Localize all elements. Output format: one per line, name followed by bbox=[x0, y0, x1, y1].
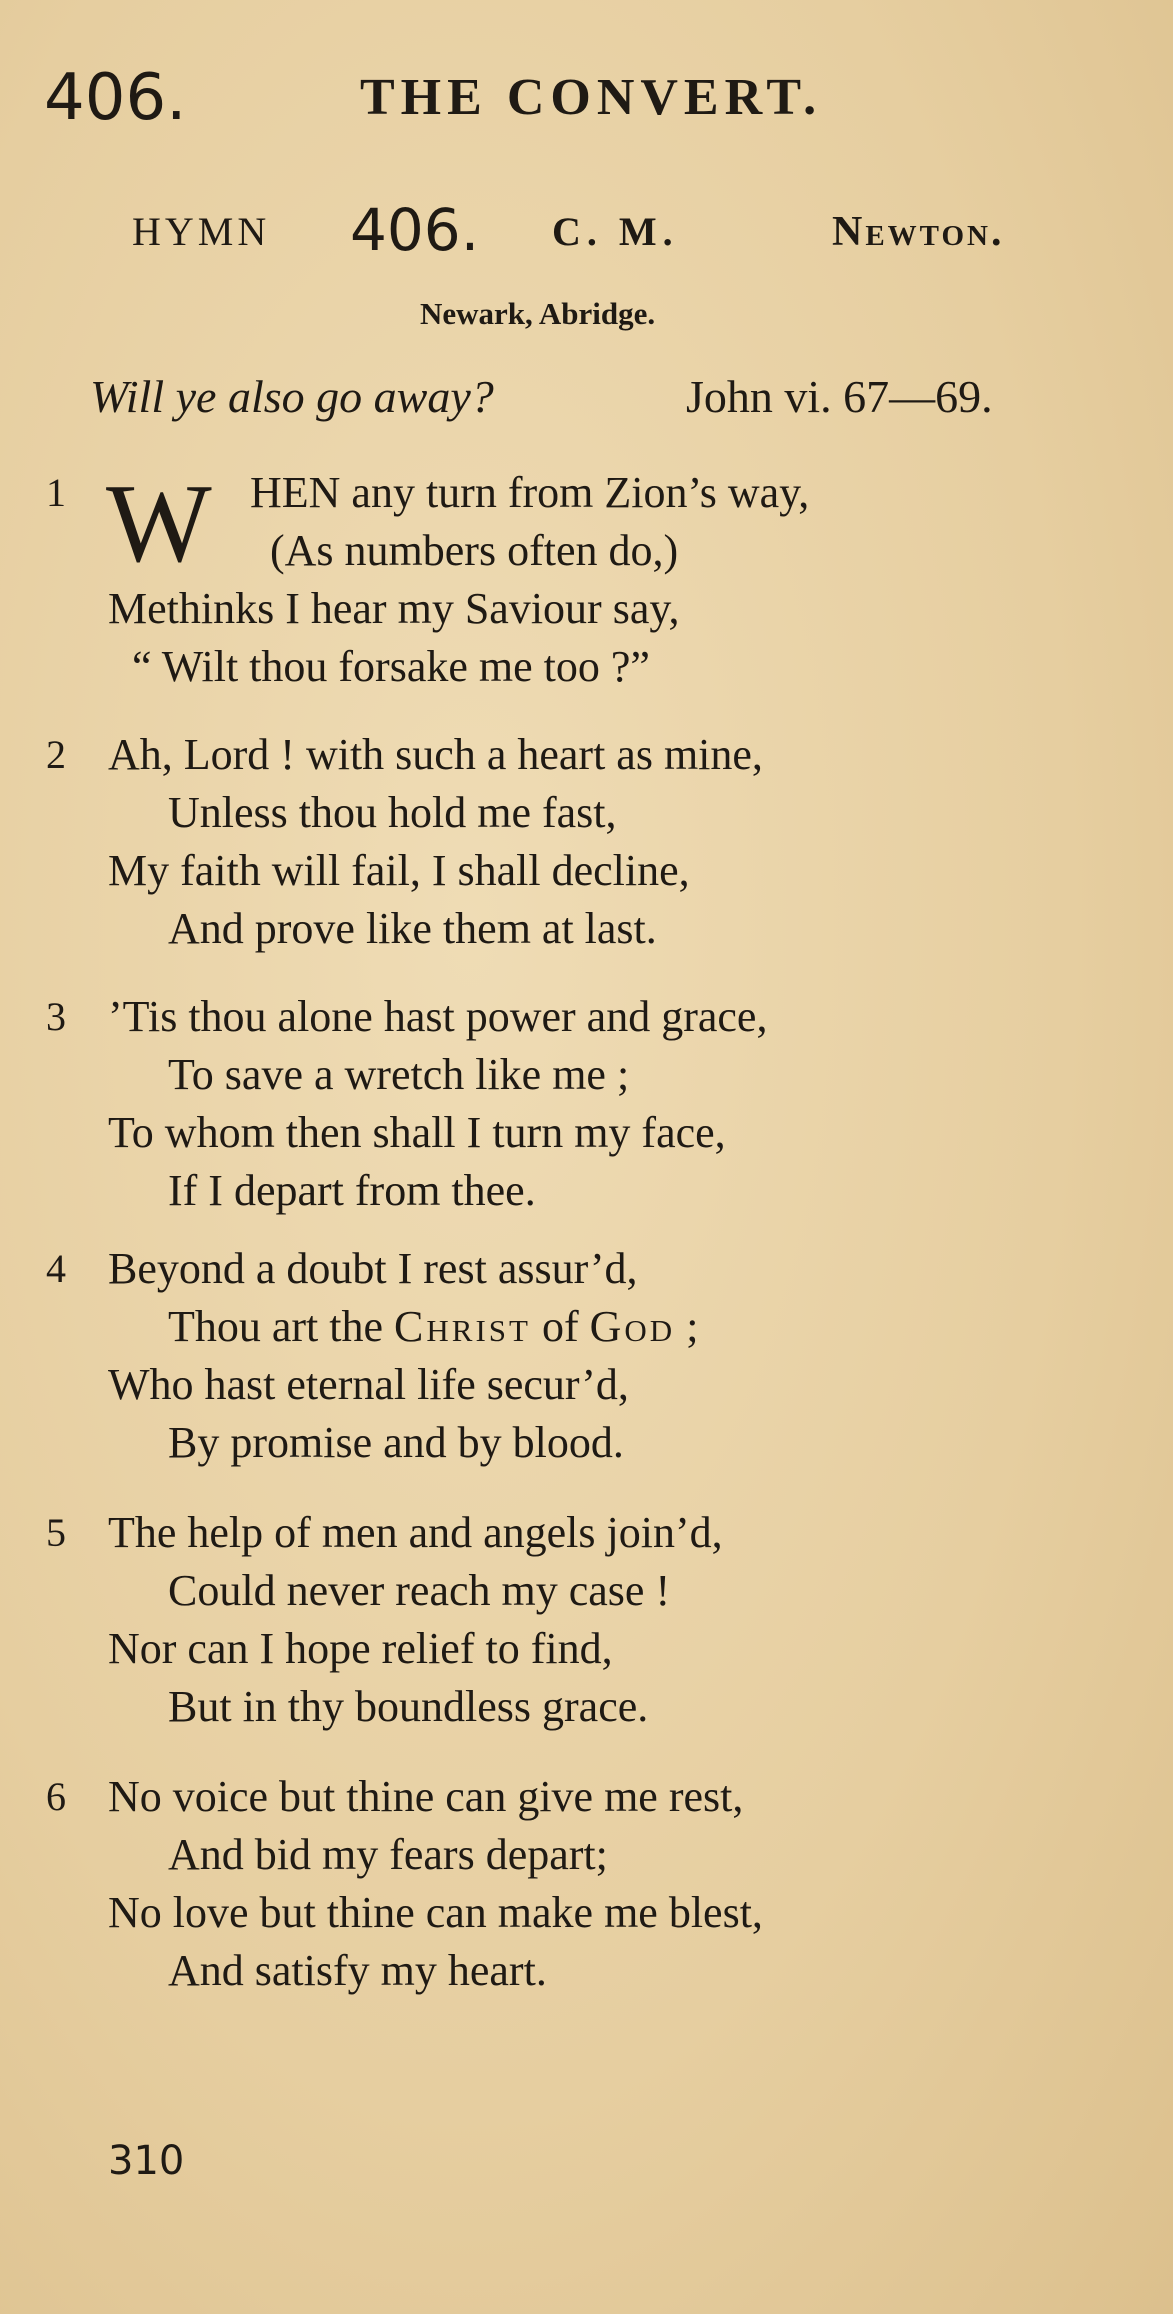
verse-2 bbox=[0, 726, 1173, 966]
verse-line: No love but thine can make me blest, bbox=[108, 1888, 763, 1937]
verse-line: (As numbers often do,) bbox=[270, 526, 679, 575]
divine-name-god: God bbox=[589, 1302, 676, 1351]
hymn-label: HYMN bbox=[132, 209, 271, 254]
verse-line: Who hast eternal life secur’d, bbox=[108, 1360, 629, 1409]
verse-6 bbox=[0, 1768, 1173, 2008]
verse-line: No voice but thine can give me rest, bbox=[108, 1772, 744, 1821]
verse-number: 4 bbox=[46, 1246, 66, 1291]
divine-name-christ: Christ bbox=[394, 1302, 531, 1351]
verse-line: To save a wretch like me ; bbox=[168, 1050, 630, 1099]
verse-line: Methinks I hear my Saviour say, bbox=[108, 584, 680, 633]
verse-line: The help of men and angels join’d, bbox=[108, 1508, 723, 1557]
hymn-author: Newton. bbox=[832, 209, 1005, 255]
verse-1 bbox=[0, 464, 1173, 704]
page-number: 406. bbox=[44, 61, 187, 135]
verse-line: Beyond a doubt I rest assur’d, bbox=[108, 1244, 638, 1293]
verse-line: And bid my fears depart; bbox=[168, 1830, 608, 1879]
verse-line: My faith will fail, I shall decline, bbox=[108, 846, 690, 895]
scripture-quote: Will ye also go away? bbox=[90, 371, 494, 422]
tune-names: Newark, Abridge. bbox=[420, 296, 656, 331]
verse-line: And prove like them at last. bbox=[168, 904, 657, 953]
verse-number: 3 bbox=[46, 994, 66, 1039]
hymn-heading bbox=[132, 196, 1122, 280]
verse-line: HEN any turn from Zion’s way, bbox=[250, 468, 810, 517]
verse-line: Nor can I hope relief to find, bbox=[108, 1624, 613, 1673]
verse-number: 6 bbox=[46, 1774, 66, 1819]
running-title: THE CONVERT. bbox=[360, 69, 823, 126]
drop-cap: W bbox=[106, 462, 212, 586]
verse-line: Ah, Lord ! with such a heart as mine, bbox=[108, 730, 763, 779]
verse-number: 5 bbox=[46, 1510, 66, 1555]
verse-line: To whom then shall I turn my face, bbox=[108, 1108, 726, 1157]
verse-text: ; bbox=[686, 1302, 699, 1351]
verse-5 bbox=[0, 1504, 1173, 1744]
signature-mark: 310 bbox=[108, 2138, 185, 2184]
verse-text: Thou art the bbox=[168, 1302, 384, 1351]
hymn-meter: C. M. bbox=[552, 209, 679, 254]
verse-3 bbox=[0, 988, 1173, 1228]
verse-number: 1 bbox=[46, 470, 66, 515]
scripture-heading bbox=[90, 370, 1150, 434]
verse-4 bbox=[0, 1240, 1173, 1480]
scripture-reference: John vi. 67—69. bbox=[686, 371, 993, 422]
verse-number: 2 bbox=[46, 732, 66, 777]
page-header bbox=[40, 58, 1120, 138]
verse-text: of bbox=[541, 1302, 579, 1351]
verse-line bbox=[168, 1298, 698, 1356]
verse-line: Unless thou hold me fast, bbox=[168, 788, 617, 837]
verse-line: ’Tis thou alone hast power and grace, bbox=[108, 992, 768, 1041]
verse-line: By promise and by blood. bbox=[168, 1418, 624, 1467]
verse-line: “ Wilt thou forsake me too ?” bbox=[132, 642, 650, 691]
verse-line: And satisfy my heart. bbox=[168, 1946, 547, 1995]
verse-line: Could never reach my case ! bbox=[168, 1566, 671, 1615]
verse-line: If I depart from thee. bbox=[168, 1166, 536, 1215]
hymn-number: 406. bbox=[350, 196, 480, 264]
verse-line: But in thy boundless grace. bbox=[168, 1682, 649, 1731]
